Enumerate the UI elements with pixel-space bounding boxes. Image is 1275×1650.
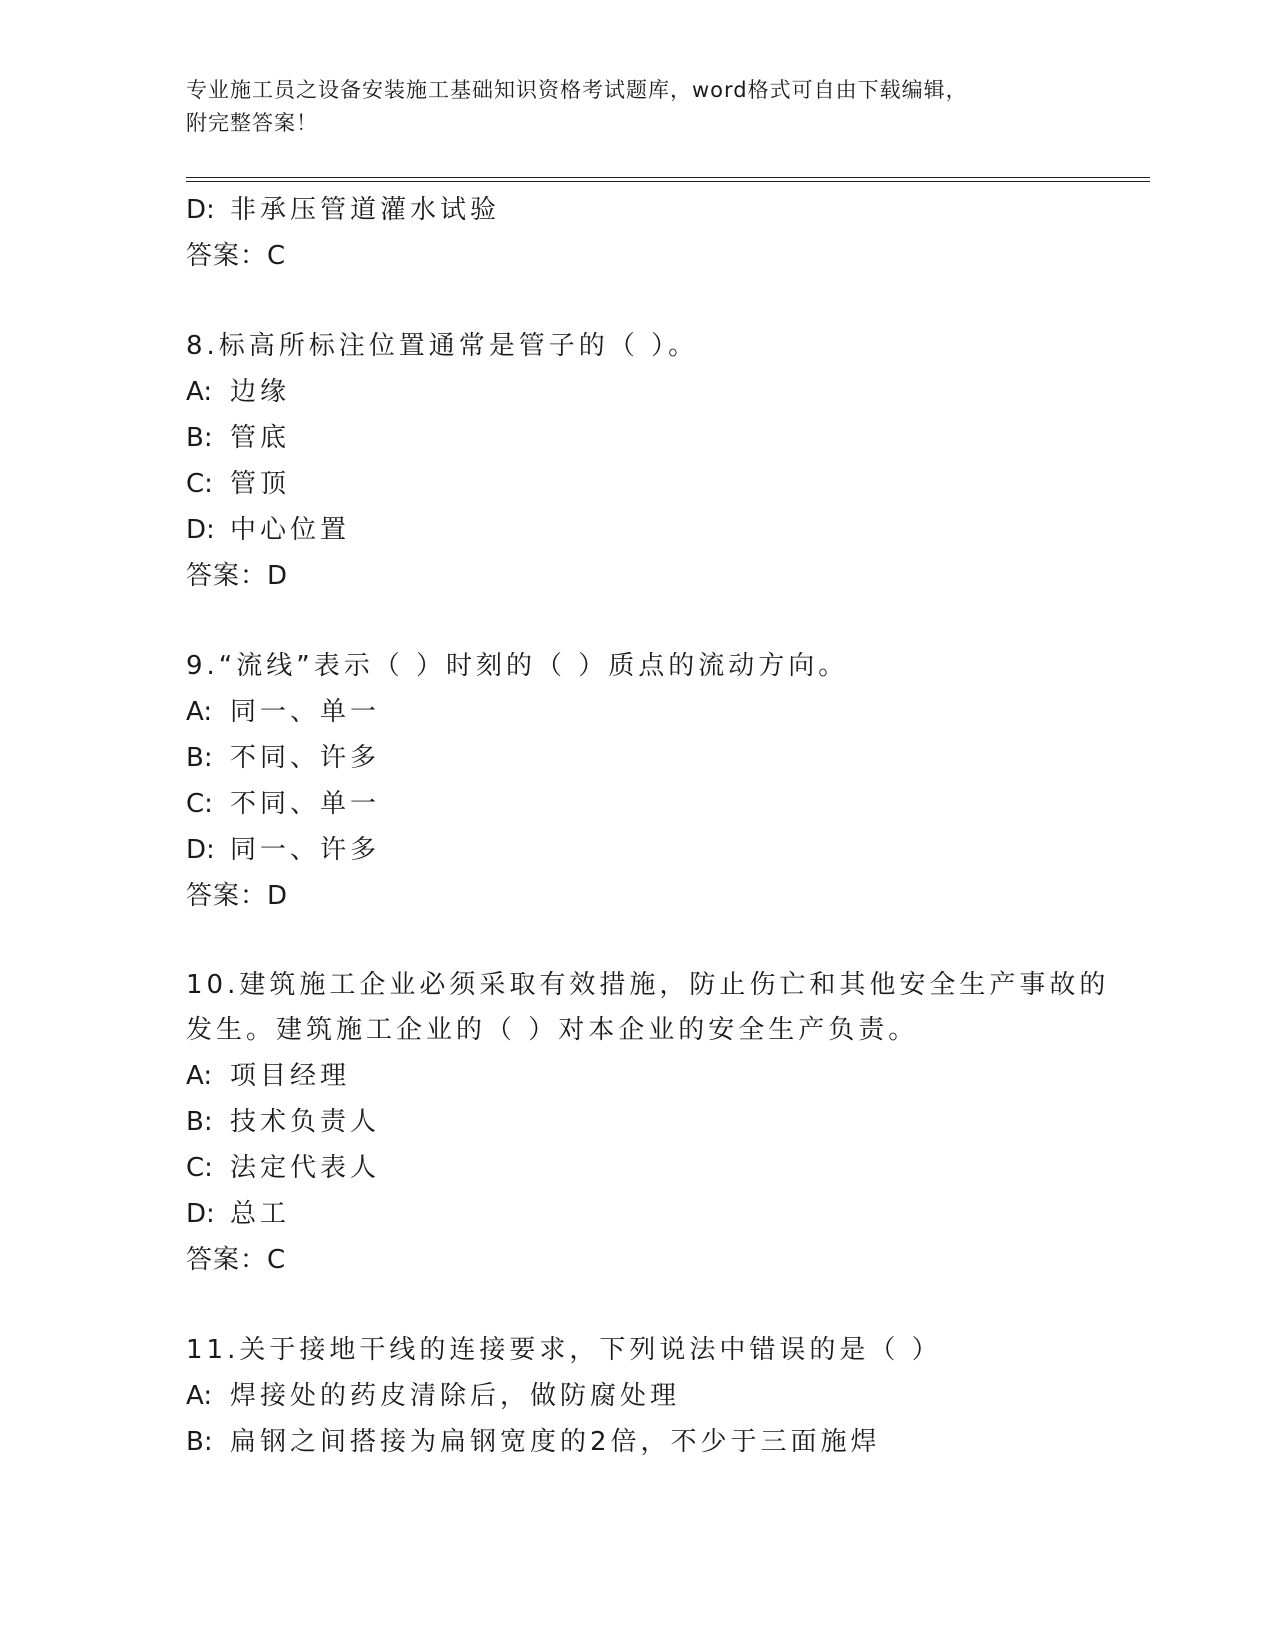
option-text: 不同、单一 [230,789,381,819]
question-9 [186,643,1126,919]
option-letter: A: [186,697,213,727]
option-letter: A: [186,377,213,407]
option-letter: B: [186,1107,213,1137]
option-letter: C: [186,1153,213,1183]
option-a [186,1373,1126,1419]
option-text: 中心位置 [230,515,351,545]
answer-line: 答案：C [186,1245,287,1275]
option-d [186,1191,1126,1237]
option-b [186,415,1126,461]
option-b [186,1419,1126,1465]
option-c [186,461,1126,507]
question-list [186,187,1126,1465]
option-text: 焊接处的药皮清除后，做防腐处理 [230,1381,681,1411]
option-letter: C: [186,469,213,499]
question-text: 8.标高所标注位置通常是管子的（ ）。 [186,331,699,361]
header-rule-bottom [186,181,1150,182]
option-a [186,1053,1126,1099]
option-letter: D: [186,195,215,225]
answer-line: 答案：D [186,561,289,591]
option-text: 非承压管道灌水试验 [230,195,501,225]
option-letter: D: [186,515,215,545]
option-b [186,1099,1126,1145]
document-header [186,74,1086,140]
option-text: 扁钢之间搭接为扁钢宽度的2倍，不少于三面施焊 [230,1427,881,1457]
option-text: 同一、单一 [230,697,381,727]
option-letter: D: [186,835,215,865]
question-text: 10.建筑施工企业必须采取有效措施，防止伤亡和其他安全生产事故的发生。建筑施工企业的（ ）对本企业的安全生产负责。 [186,970,1110,1045]
option-letter: B: [186,423,213,453]
option-text: 法定代表人 [230,1153,381,1183]
option-d [186,507,1126,553]
question-10 [186,963,1126,1283]
question-11 [186,1327,1126,1465]
option-d [186,187,1126,233]
option-text: 同一、许多 [230,835,381,865]
option-letter: D: [186,1199,215,1229]
answer-line: 答案：D [186,881,289,911]
option-a [186,369,1126,415]
option-text: 不同、许多 [230,743,381,773]
header-line-1: 专业施工员之设备安装施工基础知识资格考试题库，word格式可自由下载编辑， [186,78,968,102]
option-text: 管底 [230,423,291,453]
option-letter: A: [186,1381,213,1411]
option-letter: B: [186,1427,213,1457]
option-text: 边缘 [230,377,291,407]
header-rule-top [186,177,1150,178]
option-b [186,735,1126,781]
question-text: 9.“流线”表示（ ）时刻的（ ）质点的流动方向。 [186,651,849,681]
option-letter: C: [186,789,213,819]
option-c [186,1145,1126,1191]
option-c [186,781,1126,827]
option-text: 项目经理 [230,1061,351,1091]
option-letter: B: [186,743,213,773]
option-a [186,689,1126,735]
option-text: 总工 [230,1199,291,1229]
question-text: 11.关于接地干线的连接要求，下列说法中错误的是（ ） [186,1335,942,1365]
question-8 [186,323,1126,599]
option-text: 管顶 [230,469,291,499]
option-d [186,827,1126,873]
header-line-2: 附完整答案！ [186,111,318,135]
option-letter: A: [186,1061,213,1091]
answer-line: 答案：C [186,241,287,271]
option-text: 技术负责人 [230,1107,381,1137]
